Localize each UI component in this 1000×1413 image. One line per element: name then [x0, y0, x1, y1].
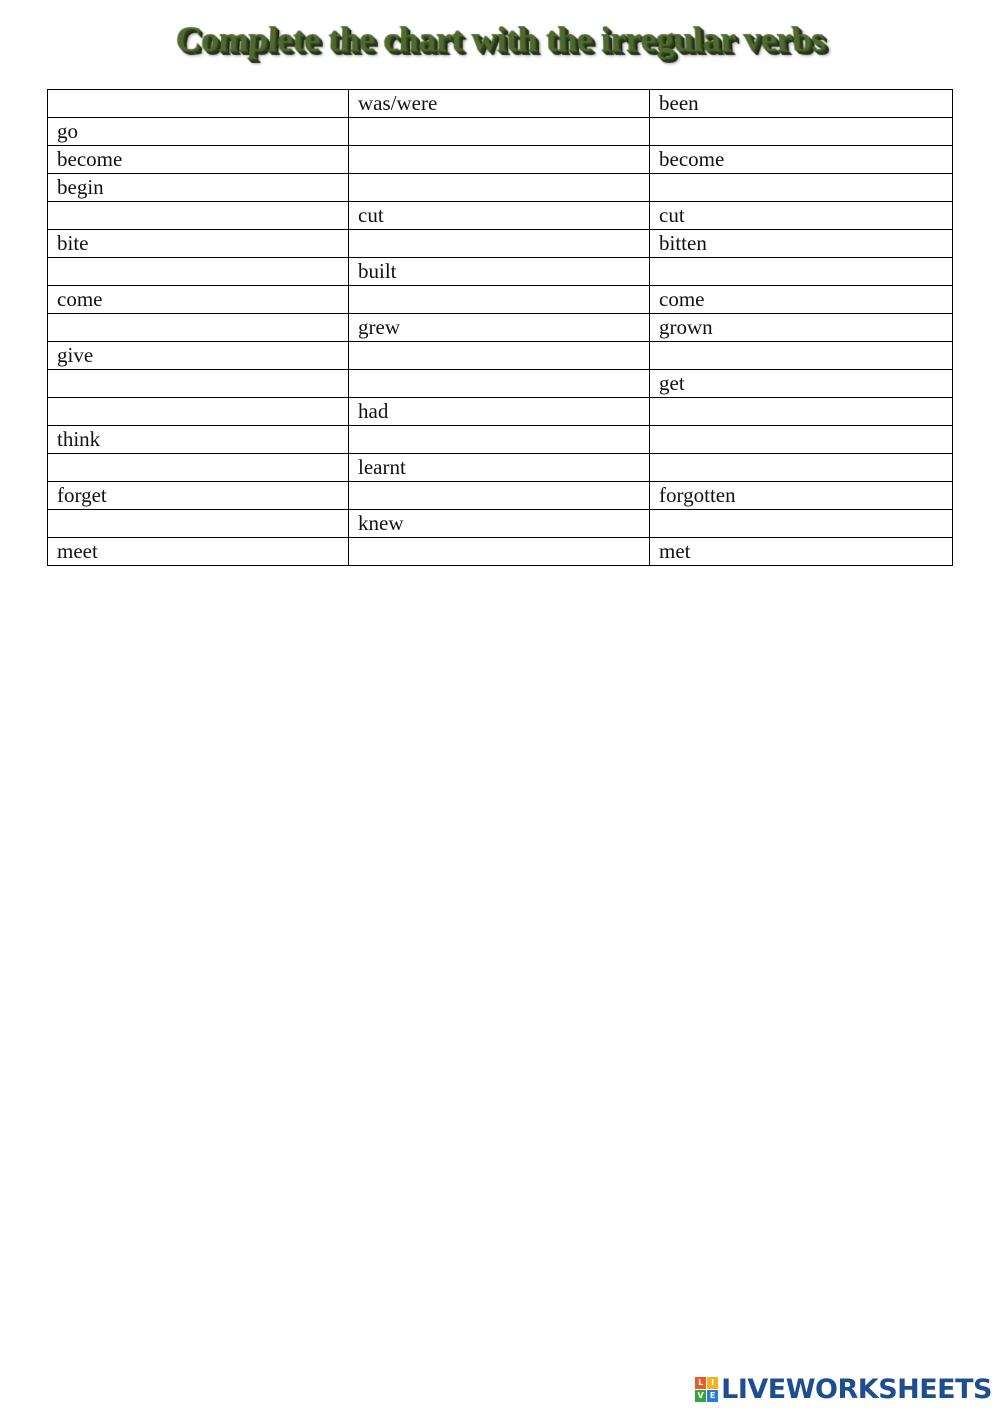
past-participle-cell: get: [650, 370, 953, 398]
base-form-cell: give: [48, 342, 349, 370]
table-row: [48, 90, 953, 118]
past-participle-cell: grown: [650, 314, 953, 342]
base-form-cell: meet: [48, 538, 349, 566]
past-simple-cell[interactable]: [349, 146, 650, 174]
table-row: [48, 146, 953, 174]
table-row: [48, 286, 953, 314]
past-participle-cell[interactable]: [650, 174, 953, 202]
past-participle-cell[interactable]: [650, 398, 953, 426]
past-simple-cell[interactable]: [349, 426, 650, 454]
base-form-cell[interactable]: [48, 258, 349, 286]
liveworksheets-logo-icon: L I V E: [695, 1377, 718, 1402]
past-participle-cell[interactable]: [650, 454, 953, 482]
past-participle-cell[interactable]: [650, 118, 953, 146]
base-form-cell[interactable]: [48, 90, 349, 118]
past-participle-cell: cut: [650, 202, 953, 230]
base-form-cell: bite: [48, 230, 349, 258]
past-simple-cell[interactable]: [349, 370, 650, 398]
table-row: [48, 426, 953, 454]
table-row: [48, 118, 953, 146]
past-simple-cell: grew: [349, 314, 650, 342]
past-simple-cell: cut: [349, 202, 650, 230]
past-participle-cell[interactable]: [650, 342, 953, 370]
base-form-cell: think: [48, 426, 349, 454]
table-row: [48, 538, 953, 566]
past-simple-cell[interactable]: [349, 230, 650, 258]
past-simple-cell[interactable]: [349, 174, 650, 202]
past-simple-cell[interactable]: [349, 286, 650, 314]
table-row: [48, 482, 953, 510]
past-simple-cell: had: [349, 398, 650, 426]
base-form-cell: go: [48, 118, 349, 146]
past-participle-cell[interactable]: [650, 510, 953, 538]
base-form-cell: begin: [48, 174, 349, 202]
past-participle-cell: become: [650, 146, 953, 174]
past-participle-cell[interactable]: [650, 426, 953, 454]
past-participle-cell: been: [650, 90, 953, 118]
table-row: [48, 510, 953, 538]
worksheet-title: Complete the chart with the irregular verbs: [173, 19, 827, 59]
table-row: [48, 258, 953, 286]
past-participle-cell: come: [650, 286, 953, 314]
past-simple-cell: built: [349, 258, 650, 286]
past-simple-cell: was/were: [349, 90, 650, 118]
base-form-cell[interactable]: [48, 370, 349, 398]
irregular-verbs-table: [47, 89, 953, 566]
past-simple-cell[interactable]: [349, 118, 650, 146]
base-form-cell[interactable]: [48, 314, 349, 342]
table-row: [48, 202, 953, 230]
table-row: [48, 370, 953, 398]
table-row: [48, 314, 953, 342]
past-participle-cell: bitten: [650, 230, 953, 258]
table-row: [48, 230, 953, 258]
base-form-cell[interactable]: [48, 398, 349, 426]
base-form-cell: come: [48, 286, 349, 314]
past-simple-cell: knew: [349, 510, 650, 538]
base-form-cell[interactable]: [48, 202, 349, 230]
table-row: [48, 398, 953, 426]
past-simple-cell[interactable]: [349, 482, 650, 510]
liveworksheets-logo-text: LIVEWORKSHEETS: [721, 1374, 992, 1405]
past-participle-cell[interactable]: [650, 258, 953, 286]
base-form-cell: become: [48, 146, 349, 174]
table-row: [48, 174, 953, 202]
base-form-cell: forget: [48, 482, 349, 510]
past-participle-cell: forgotten: [650, 482, 953, 510]
table-row: [48, 342, 953, 370]
past-participle-cell: met: [650, 538, 953, 566]
liveworksheets-brand: [695, 1374, 992, 1405]
table-row: [48, 454, 953, 482]
past-simple-cell[interactable]: [349, 538, 650, 566]
verb-table-body: [48, 90, 953, 566]
past-simple-cell[interactable]: [349, 342, 650, 370]
base-form-cell[interactable]: [48, 454, 349, 482]
past-simple-cell: learnt: [349, 454, 650, 482]
base-form-cell[interactable]: [48, 510, 349, 538]
